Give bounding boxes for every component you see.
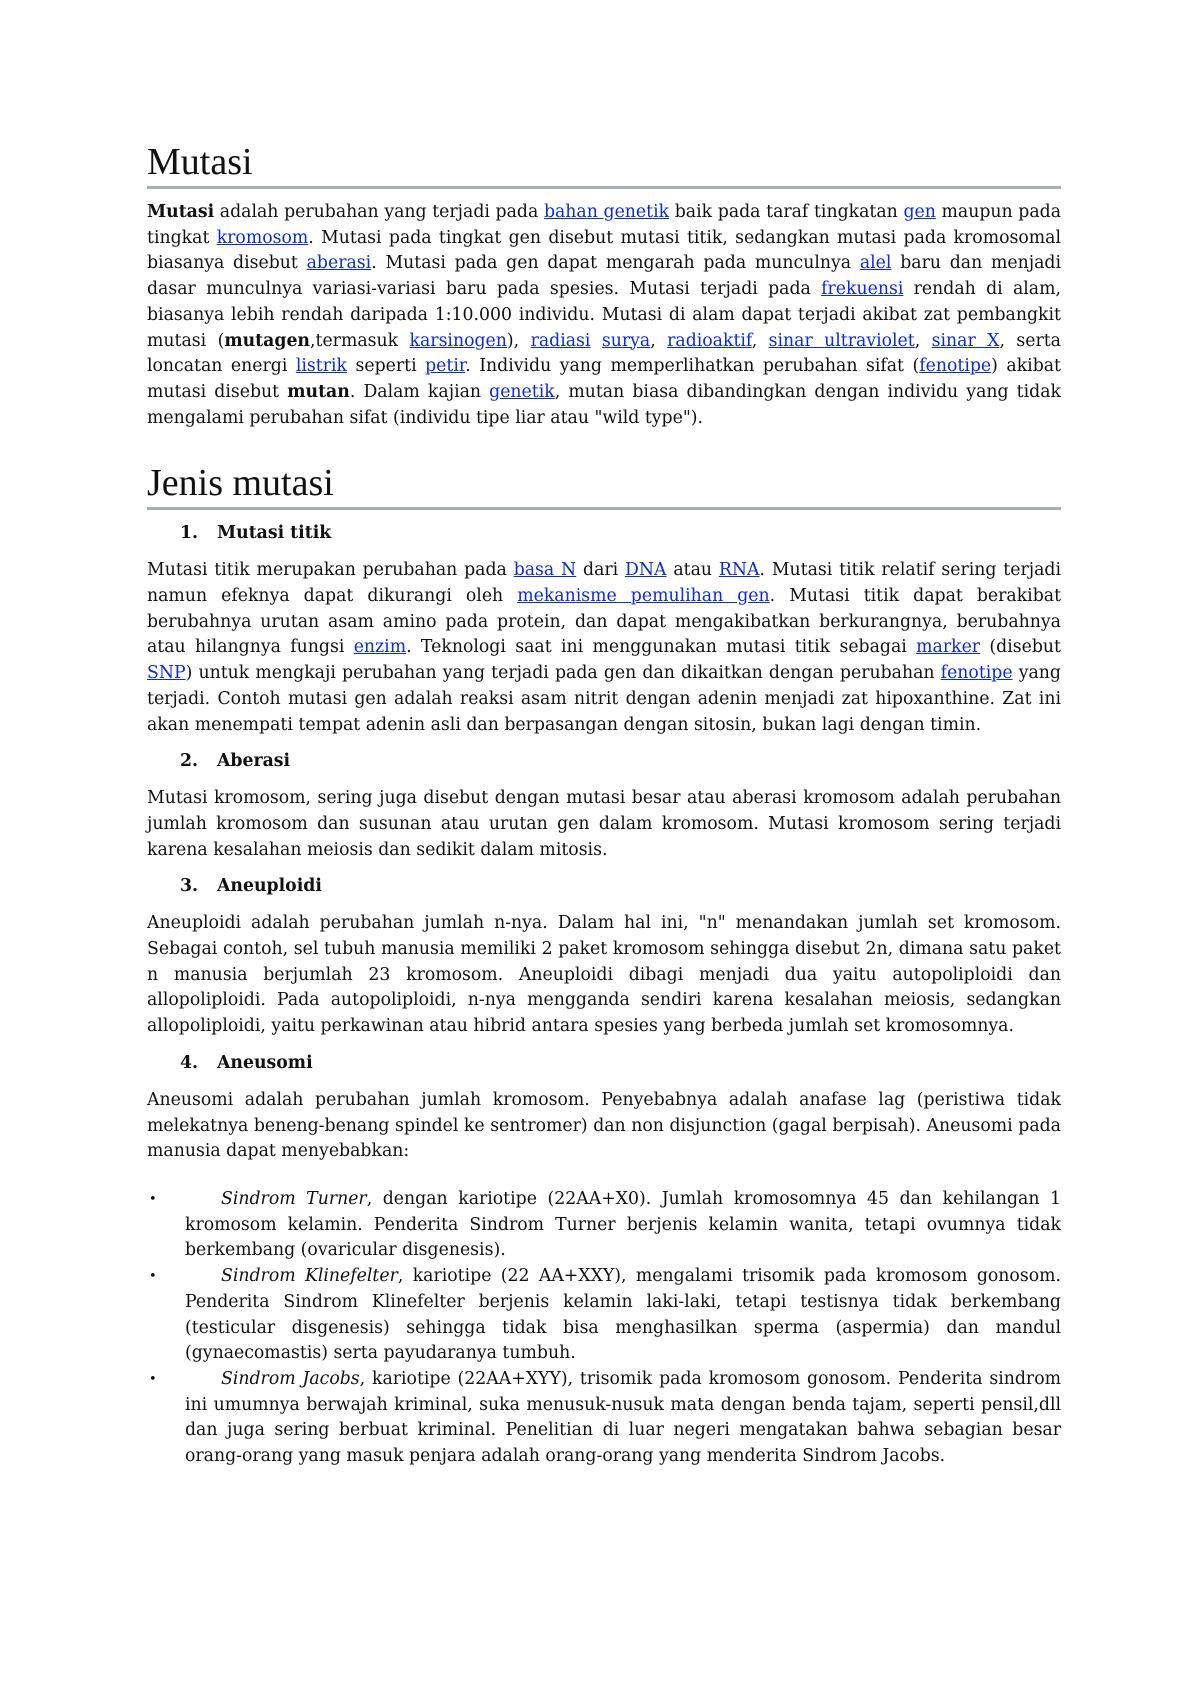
link-surya[interactable]: surya <box>601 330 651 351</box>
link-frekuensi[interactable]: frekuensi <box>821 279 904 300</box>
subheading-label: Aneusomi <box>217 1052 313 1073</box>
intro-text: ) akibat mutasi disebut <box>147 356 1062 402</box>
subheading-aneuploidi <box>180 873 1061 899</box>
intro-text: , <box>751 330 769 351</box>
intro-text: rendah di alam, biasanya lebih rendah daripada 1:10.000 individu. Mutasi di alam dapat terjadi akibat zat pembangkit mutasi ( <box>147 279 1061 351</box>
bullet-icon: • <box>149 1371 157 1387</box>
intro-text: , mutan biasa dibandingkan dengan individu yang tidak mengalami perubahan sifat (individu tipe liar atau "wild type"). <box>147 381 1061 428</box>
term-mutagen: mutagen <box>224 330 311 351</box>
intro-paragraph <box>147 200 1061 431</box>
para-text: atau <box>666 560 719 581</box>
intro-text: baik pada taraf tingkatan <box>669 202 904 222</box>
link-bahan-genetik[interactable]: bahan genetik <box>543 202 670 222</box>
list-item-sindrom-klinefelter <box>147 1264 1061 1367</box>
link-alel[interactable]: alel <box>859 253 892 274</box>
link-mekanisme-pemulihan-gen[interactable]: mekanisme pemulihan gen <box>517 586 770 607</box>
term-mutan: mutan <box>287 381 350 402</box>
intro-text: baru dan menjadi dasar munculnya variasi-variasi baru pada spesies. Mutasi terjadi pada <box>147 253 1061 300</box>
link-radiasi[interactable]: radiasi <box>530 330 591 351</box>
syndrome-name: Sindrom Jacobs <box>221 1368 360 1389</box>
link-sinar-ultraviolet[interactable]: sinar ultraviolet <box>768 330 915 351</box>
link-fenotipe[interactable]: fenotipe <box>919 356 992 377</box>
list-number: 2. <box>180 751 199 772</box>
link-fenotipe-2[interactable]: fenotipe <box>940 663 1013 684</box>
paragraph-aneusomi: Aneusomi adalah perubahan jumlah kromosom. Penyebabnya adalah anafase lag (peristiwa tidak melekatnya beneng-benang spindel ke sentromer) dan non disjunction (gagal berpisah). Aneusomi pada manusia dapat menyebabkan: <box>147 1089 1061 1162</box>
para-text: ) untuk mengkaji perubahan yang terjadi pada gen dan dikaitkan dengan perubahan <box>185 663 941 684</box>
page-title: Mutasi <box>147 140 1061 189</box>
link-basa-n[interactable]: basa N <box>513 560 577 581</box>
link-karsinogen[interactable]: karsinogen <box>409 330 507 351</box>
para-text: . Teknologi saat ini menggunakan mutasi titik sebagai <box>406 637 917 658</box>
link-marker[interactable]: marker <box>916 637 981 658</box>
para-text: (disebut <box>980 637 1061 658</box>
list-number: 4. <box>180 1052 199 1073</box>
bullet-icon: • <box>149 1269 157 1285</box>
intro-text: . Individu yang memperlihatkan perubahan sifat ( <box>465 356 920 377</box>
syndrome-text: , kariotipe (22 AA+XXY), mengalami trisomik pada kromosom gonosom. Penderita Sindrom Klinefelter berjenis kelamin laki-laki, tetapi testisnya tidak berkembang (testicular disgenesis) sehingga tidak bisa menghasilkan sperma (aspermia) dan mandul (gynaecomastis) serta payudaranya tumbuh. <box>185 1266 1061 1364</box>
para-text: dari <box>576 560 626 581</box>
intro-text: seperti <box>346 356 426 377</box>
syndrome-name: Sindrom Turner <box>221 1188 367 1209</box>
intro-text: , <box>914 330 932 351</box>
subheading-mutasi-titik <box>180 520 1061 546</box>
syndrome-name: Sindrom Klinefelter <box>221 1266 398 1287</box>
term-mutasi: Mutasi <box>147 202 215 222</box>
document-page <box>147 140 1061 1470</box>
subheading-label: Aneuploidi <box>217 876 322 897</box>
link-rna[interactable]: RNA <box>718 560 760 581</box>
intro-text: , <box>650 330 668 351</box>
link-kromosom[interactable]: kromosom <box>216 227 309 248</box>
intro-text: maupun pada tingkat <box>147 202 1062 248</box>
list-item-sindrom-turner <box>147 1187 1061 1264</box>
intro-text: ), <box>506 330 531 351</box>
link-gen[interactable]: gen <box>903 202 936 222</box>
intro-text: , serta loncatan energi <box>147 330 1061 377</box>
link-enzim[interactable]: enzim <box>353 637 407 658</box>
link-radioaktif[interactable]: radioaktif <box>667 330 752 351</box>
list-number: 3. <box>180 876 199 897</box>
intro-text: . Dalam kajian <box>349 381 490 402</box>
list-number: 1. <box>180 523 199 544</box>
subheading-label: Aberasi <box>217 751 291 772</box>
paragraph-mutasi-titik <box>147 558 1061 738</box>
intro-text: . Mutasi pada gen dapat mengarah pada munculnya <box>371 253 860 274</box>
paragraph-aberasi: Mutasi kromosom, sering juga disebut dengan mutasi besar atau aberasi kromosom adalah perubahan jumlah kromosom dan susunan atau urutan gen dalam kromosom. Mutasi kromosom sering terjadi karena kesalahan meiosis dan sedikit dalam mitosis. <box>147 788 1061 860</box>
section-title-jenis-mutasi: Jenis mutasi <box>147 461 1061 510</box>
list-item-sindrom-jacobs <box>147 1367 1061 1470</box>
subheading-label: Mutasi titik <box>217 523 332 544</box>
syndrome-text: , dengan kariotipe (22AA+X0). Jumlah kromosomnya 45 dan kehilangan 1 kromosom kelamin. Penderita Sindrom Turner berjenis kelamin wanita, tetapi ovumnya tidak berkembang (ovaricular disgenesis). <box>185 1188 1061 1261</box>
para-text: . Mutasi titik dapat berakibat berubahnya urutan asam amino pada protein, dan dapat mengakibatkan berkurangnya, berubahnya atau hilangnya fungsi <box>147 586 1062 658</box>
link-sinar-x[interactable]: sinar X <box>931 330 1000 351</box>
link-genetik[interactable]: genetik <box>489 381 555 402</box>
subheading-aberasi <box>180 748 1061 774</box>
paragraph-aneuploidi: Aneuploidi adalah perubahan jumlah n-nya. Dalam hal ini, "n" menandakan jumlah set kromosom. Sebagai contoh, sel tubuh manusia memiliki 2 paket kromosom sehingga disebut 2n, dimana satu paket n manusia berjumlah 23 kromosom. Aneuploidi dibagi menjadi dua yaitu autopoliploidi dan allopoliploidi. Pada autopoliploidi, n-nya mengganda sendiri karena kesalahan meiosis, sedangkan allopoliploidi, yaitu perkawinan atau hibrid antara spesies yang berbeda jumlah set kromosomnya. <box>147 913 1061 1037</box>
syndrome-text: , kariotipe (22AA+XYY), trisomik pada kromosom gonosom. Penderita sindrom ini umumnya berwajah kriminal, suka menusuk-nusuk mata dengan benda tajam, seperti pensil,dll dan juga sering berbuat kriminal. Penelitian di luar negeri mengatakan bahwa sebagian besar orang-orang yang masuk penjara adalah orang-orang yang menderita Sindrom Jacobs. <box>185 1368 1061 1467</box>
link-aberasi[interactable]: aberasi <box>306 253 372 274</box>
link-petir[interactable]: petir <box>425 356 466 377</box>
intro-text: . Mutasi pada tingkat gen disebut mutasi titik, sedangkan mutasi pada kromosomal biasanya disebut <box>147 227 1061 274</box>
link-dna[interactable]: DNA <box>625 560 667 581</box>
para-text: Mutasi titik merupakan perubahan pada <box>147 560 514 581</box>
syndrome-list <box>147 1187 1061 1470</box>
link-listrik[interactable]: listrik <box>295 356 347 377</box>
para-text: . Mutasi titik relatif sering terjadi namun efeknya dapat dikurangi oleh <box>147 560 1061 607</box>
link-snp[interactable]: SNP <box>147 663 186 684</box>
para-text: yang terjadi. Contoh mutasi gen adalah reaksi asam nitrit dengan adenin menjadi zat hipoxanthine. Zat ini akan menempati tempat adenin asli dan berpasangan dengan sitosin, bukan lagi dengan timin. <box>147 663 1061 735</box>
bullet-icon: • <box>149 1191 157 1207</box>
subheading-aneusomi <box>180 1050 1061 1076</box>
intro-text: ,termasuk <box>310 330 410 351</box>
intro-text: adalah perubahan yang terjadi pada <box>214 202 544 222</box>
intro-text <box>590 331 601 351</box>
